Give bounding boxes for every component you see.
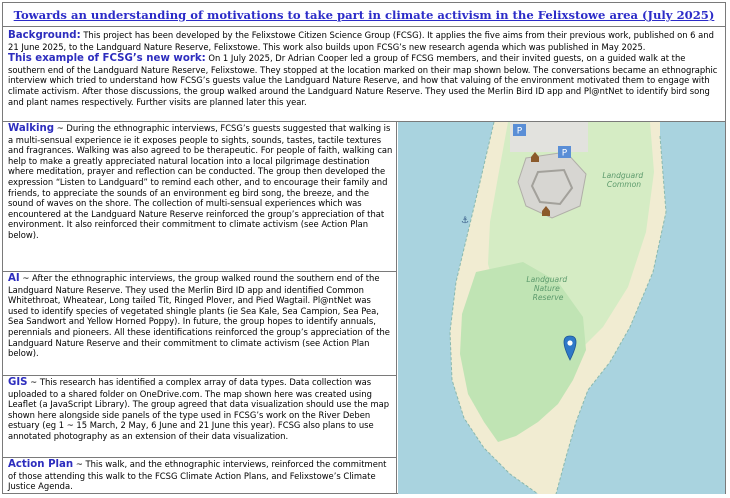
divider [3, 375, 396, 376]
background-heading: Background: [8, 30, 81, 41]
ai-heading: AI [8, 273, 20, 284]
new-work-paragraph [8, 53, 722, 107]
ai-text: ~ After the ethnographic interviews, the group walked round the southern end of the Landguard Nature Reserve. They used the Merlin Bird ID app and identified Common Whitethroat, Wheatear, Long tailed Tit, Ringed Plover, and Pied Wagtail. Pl@ntNet was used to identify species of vegetated shingle plants (ie Sea Kale, Sea Campion, Sea Pea, Sea Sandwort and Yellow Horned Poppy). In future, the group hopes to identify annuals, perennials and pioneers. All these identifications reinforced the group’s appreciation of the Landguard Nature Reserve and their commitment to climate activism (see Action Plan below). [8, 273, 390, 359]
divider [3, 271, 396, 272]
gis-heading: GIS [8, 377, 28, 388]
background-text: This project has been developed by the Felixstowe Citizen Science Group (FCSG). It applies the five aims from their previous work, published on 6 and 21 June 2025, to the Landguard Nature Reserve, Felixstowe. This work also builds upon FCSG’s new research agenda which was published in May 2025. [8, 30, 714, 52]
background-paragraph [8, 30, 722, 52]
map-svg [398, 122, 725, 494]
intro-section [8, 30, 722, 107]
action-plan-heading: Action Plan [8, 459, 74, 470]
action-plan-text: ~ This walk, and the ethnographic interviews, reinforced the commitment of those attending this walk to the FCSG Climate Action Plans, and Felixstowe’s Climate Justice Agenda. [8, 459, 387, 492]
new-work-heading: This example of FCSG’s new work: [8, 53, 206, 65]
landguard-common-label: Landguard Common [602, 171, 644, 189]
walking-text: ~ During the ethnographic interviews, FCSG’s guests suggested that walking is a multi-sensual experience ie it exposes people to sights, sounds, tastes, tactile textures and fragrances. Walking was also agreed to be therapeutic. For people of faith, walking can help to make a greatly appreciated natural location into a local pilgrimage destination where meditation, prayer and reflection can be conducted. The group then developed the expression “Listen to Landguard” to remind each other, and to encourage their family and friends, to appreciate the sounds of an environment eg bird song, the breeze, and the sound of waves on the shore. The collection of multi-sensual experiences which was encountered at the Landguard Nature Reserve reinforced the group’s appreciation of that environment. It also reinforced their commitment to climate activism (see Action Plan below). [8, 123, 393, 240]
location-pin-dot [567, 340, 572, 345]
parking-icon-label: P [516, 126, 523, 137]
nature-reserve-label: Landguard Nature Reserve [526, 275, 568, 302]
walking-section [8, 123, 393, 241]
action-plan-section [8, 459, 393, 492]
gis-section [8, 377, 393, 442]
page-title: Towards an understanding of motivations to take part in climate activism in the Felixstowe area (July 2025) [3, 3, 725, 27]
ai-section [8, 273, 393, 359]
walking-heading: Walking [8, 123, 55, 134]
anchor-icon: ⚓ [461, 216, 470, 226]
divider [3, 457, 396, 458]
document-frame [2, 2, 726, 494]
parking-icon-label: P [561, 148, 568, 159]
leaflet-map[interactable] [398, 122, 725, 494]
new-work-text: On 1 July 2025, Dr Adrian Cooper led a group of FCSG members, and their invited guests, on a guided walk at the southern end of the Landguard Nature Reserve, Felixstowe. They stopped at the location marked on their map shown below. The conversations became an ethnographic interview which tried to understand how FCSG’s guests value the Landguard Nature Reserve, and how that valuing of the environment motivated them to engage with climate activism. After those discussions, the group walked around the Landguard Nature Reserve. They used the Merlin Bird ID app and Pl@ntNet to identify bird song and plant names respectively. Further visits are planned later this year. [8, 53, 718, 107]
divider [396, 121, 397, 494]
gis-text: ~ This research has identified a complex array of data types. Data collection was uploaded to a shared folder on OneDrive.com. The map shown here was created using Leaflet (a JavaScript Library). The group agreed that data visualization should use the map shown here alongside side panels of the type used in FCSG’s work on the River Deben estuary (eg 1 ~ 15 March, 2 May, 6 June and 21 June this year). FCSG also plans to use annotated photography as an extension of their data visualization. [8, 377, 390, 441]
